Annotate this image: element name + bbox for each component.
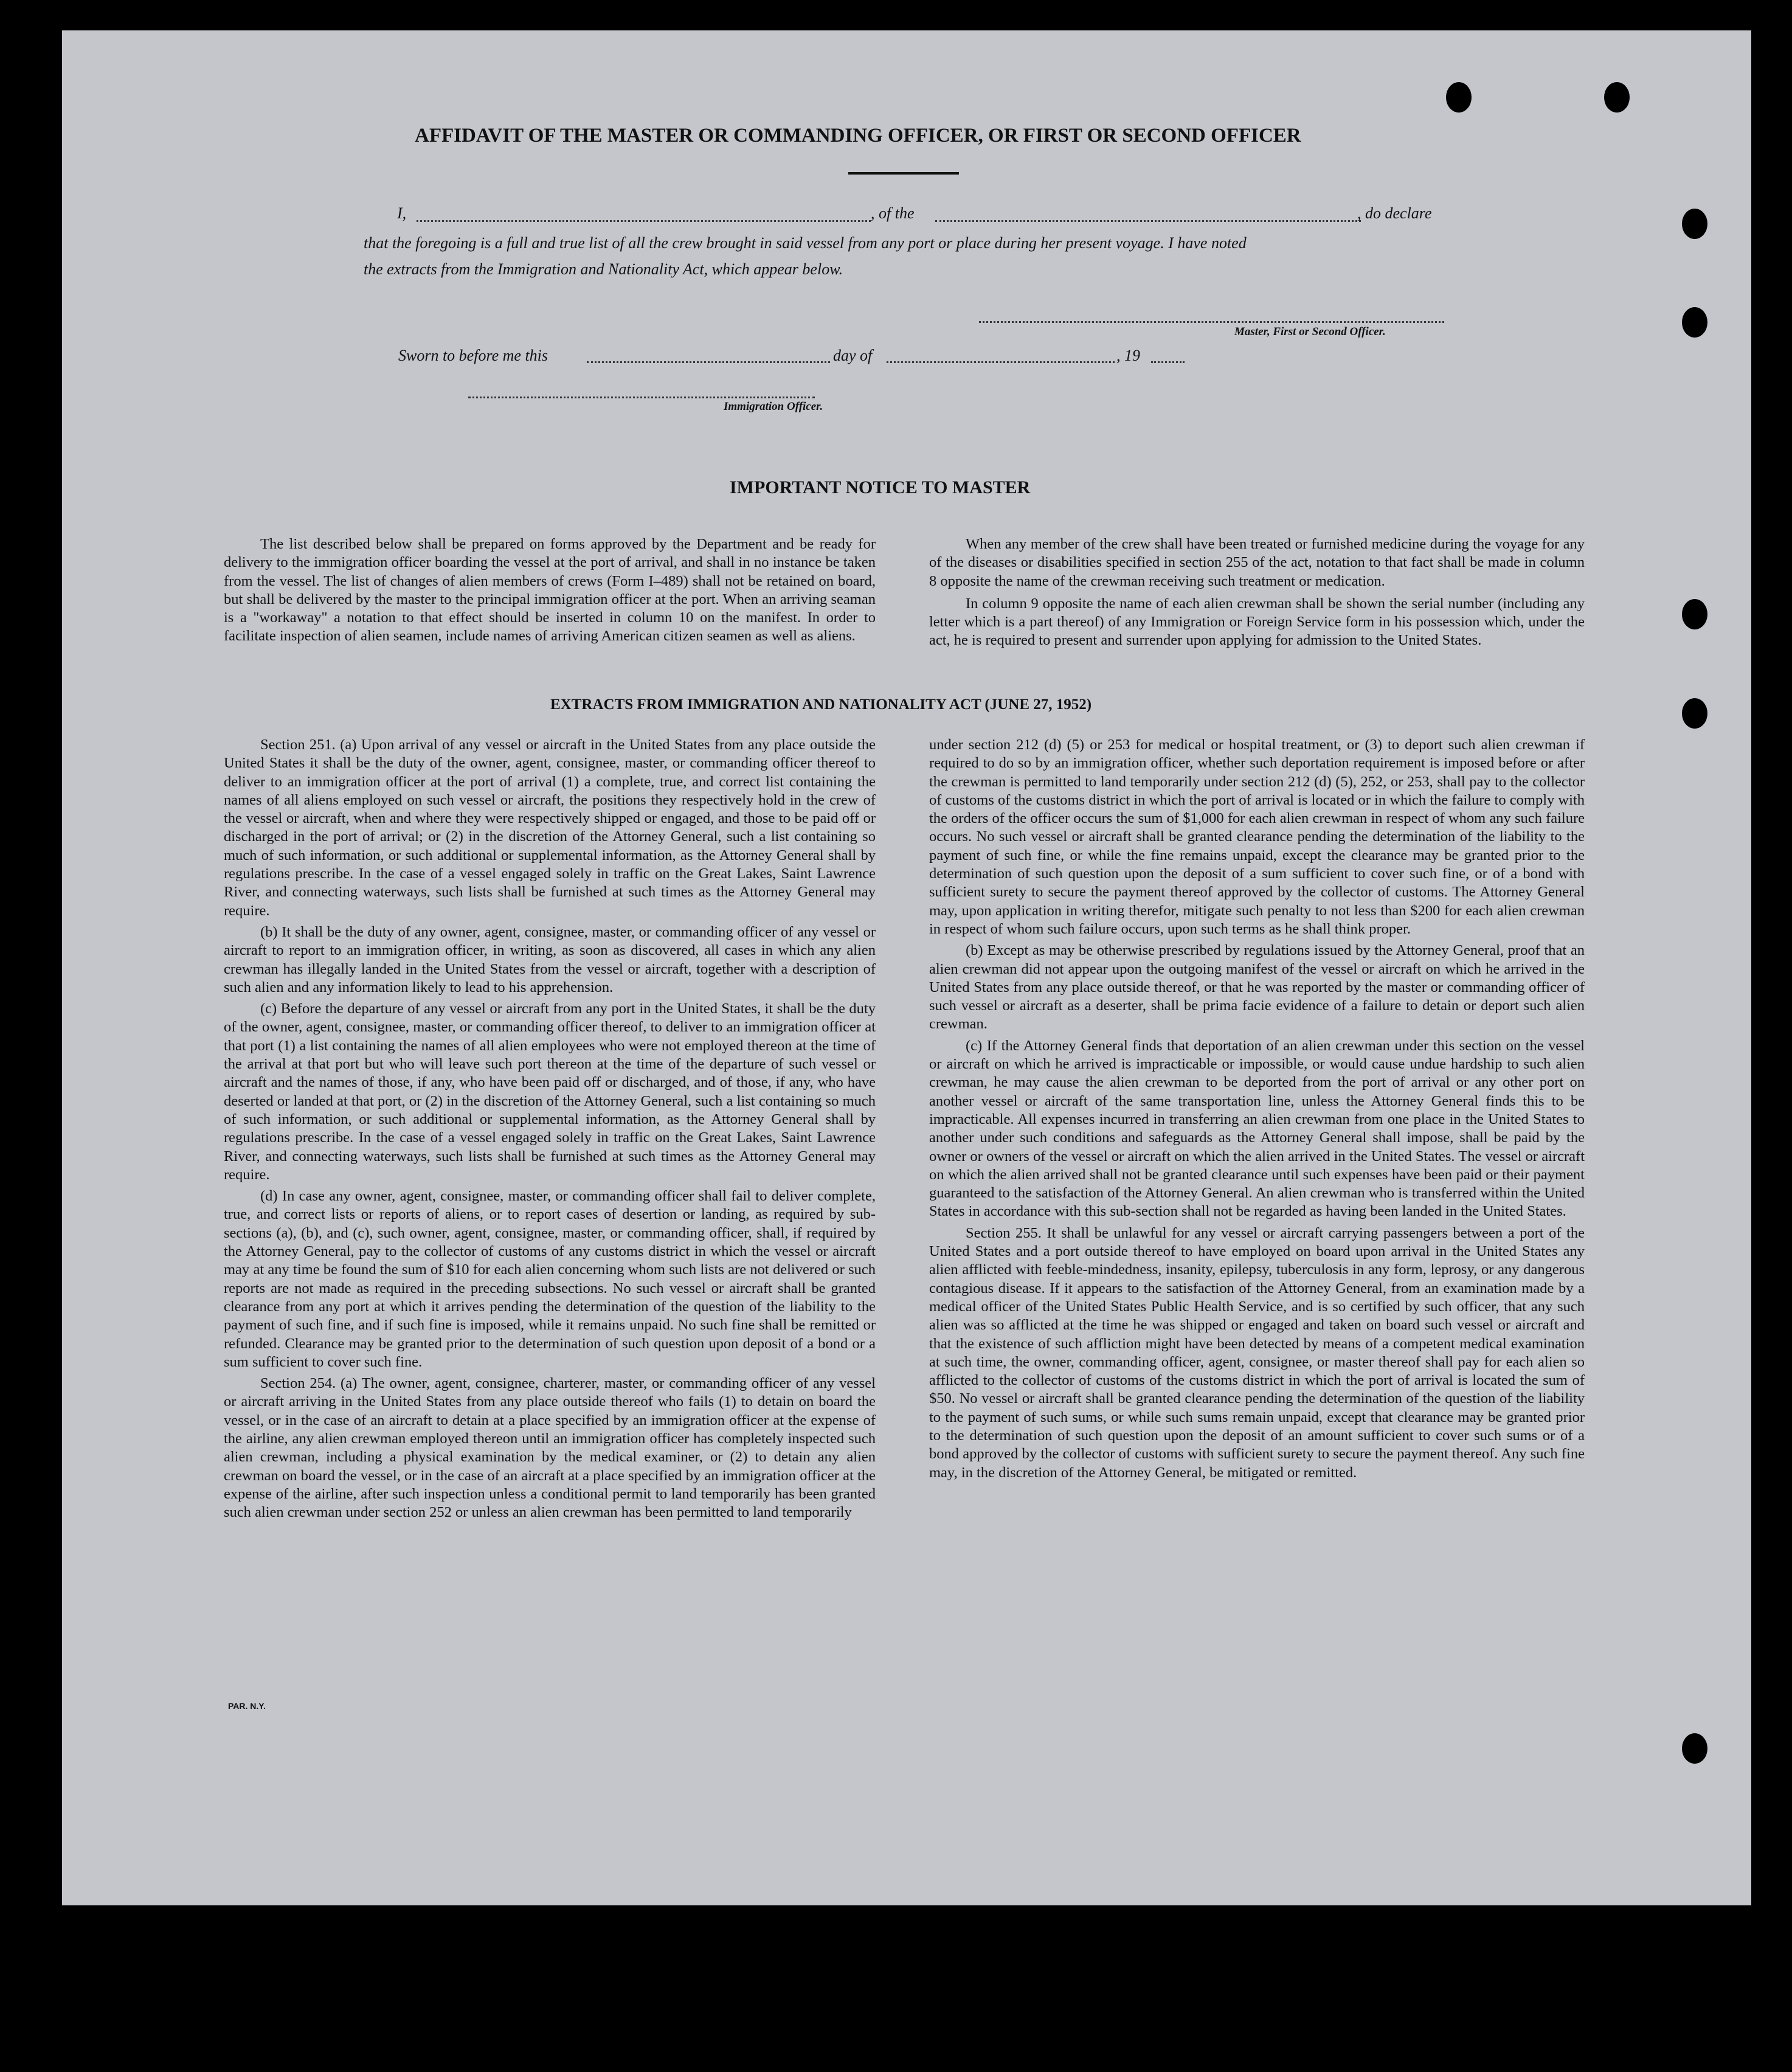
affidavit-statement-line: the extracts from the Immigration and Nationality Act, which appear below.	[364, 260, 843, 278]
of-the-label: , of the	[871, 204, 915, 222]
notice-paragraph: When any member of the crew shall have been treated or furnished medicine during the voyage for any of the diseases or disabilities specified in section 255 of the act, notation to that fact shall be made in column 8 opposite the name of the crewman receiving such treatment or medication.	[929, 536, 1585, 589]
affidavit-statement-line: that the foregoing is a full and true list of all the crew brought in said vessel from any port or place during her present voyage. I have noted	[364, 234, 1247, 252]
section-paragraph: Section 255. It shall be unlawful for any vessel or aircraft carrying passengers between a port of the United States and a port outside thereof to have employed on board upon arrival in the United States any alien afflicted with feeble-mindedness, insanity, epilepsy, tuberculosis in any form, leprosy, or any dangerous contagious disease. If it appears to the satisfaction of the Attorney General, from an examination made by a medical officer of the United States Public Health Service, and is so certified by such officer, that any such alien was so afflicted at the time he was shipped or engaged and taken on board such vessel or aircraft and that the existence of such affliction might have been detected by means of a competent medical examination at such time, the owner, commanding officer, agent, consignee, or master thereof shall pay for each alien so afflicted to the collector of customs of the customs district in which the port of arrival is located the sum of $50. No vessel or aircraft shall be granted clearance pending the determination of the question of the liability to the payment of such sums, or while such sums remain unpaid, except that clearance may be granted prior to the determination of such question upon the deposit of an amount sufficient to cover such sums or of a bond approved by the collector of customs with sufficient surety to secure the payment thereof. Any such fine may, in the discretion of the Attorney General, be mitigated or remitted.	[929, 1224, 1585, 1481]
section-paragraph: (c) If the Attorney General finds that deportation of an alien crewman under this section on the vessel or aircraft on which he arrived is impracticable or impossible, or would cause undue hardship to such alien crewman, he may cause the alien crewman to be deported from the port of arrival or any other port on another vessel or aircraft of the same transportation line, unless the Attorney General finds this to be impracticable. All expenses incurred in transferring an alien crewman from one place in the United States to another under such conditions and safeguards as the Attorney General shall impose, shall be paid by the owner or owners of the vessel or aircraft on which the alien arrived in the United States. The vessel or aircraft on which the alien arrived shall not be granted clearance until such expenses have been paid or their payment guaranteed to the satisfaction of the Attorney General. An alien crewman who is transferred within the United States in accordance with this sub-section shall not be regarded as having been landed in the United States.	[929, 1037, 1585, 1220]
year-blank[interactable]	[1151, 361, 1185, 363]
immigration-officer-label: Immigration Officer.	[724, 400, 823, 413]
notice-left-column	[224, 535, 876, 646]
sworn-month-blank[interactable]	[887, 361, 1115, 363]
extracts-right-column	[929, 736, 1585, 1482]
binder-hole	[1682, 698, 1707, 729]
vessel-blank[interactable]	[935, 220, 1361, 222]
sworn-day-blank[interactable]	[587, 361, 830, 363]
day-of-label: day of	[833, 347, 873, 364]
binder-hole	[1682, 1733, 1707, 1764]
notice-paragraph: The list described below shall be prepared on forms approved by the Department and be ready for delivery to the immigration officer boarding the vessel at the port of arrival, and shall in no instance be taken from the vessel. The list of changes of alien members of crews (Form I–489) shall not be retained on board, but shall be delivered by the master to the principal immigration officer at the port. When an arriving seaman is a "workaway" a notation to that effect should be inserted in column 10 on the manifest. In order to facilitate inspection of alien seamen, include names of arriving American citizen seamen as well as aliens.	[224, 536, 876, 645]
binder-hole	[1682, 599, 1707, 629]
officer-signature-blank[interactable]	[468, 397, 815, 398]
extracts-title: EXTRACTS FROM IMMIGRATION AND NATIONALITY ACT (JUNE 27, 1952)	[550, 696, 1092, 713]
notice-title: IMPORTANT NOTICE TO MASTER	[730, 477, 1031, 497]
extracts-left-column	[224, 736, 876, 1522]
affidavit-title: AFFIDAVIT OF THE MASTER OR COMMANDING OFFICER, OR FIRST OR SECOND OFFICER	[415, 125, 1301, 147]
section-paragraph: (c) Before the departure of any vessel or aircraft from any port in the United States, it shall be the duty of the owner, agent, consignee, master, or commanding officer thereof, to deliver to an immigration officer at that port (1) a list containing the names of all alien employees who were not employed thereon at the time of the arrival at that port but who will leave such port thereon at the time of the departure of such vessel or aircraft and the names of those, if any, who have been paid off or discharged, and of those, if any, who have deserted or landed at that port, or (2) in the discretion of the Attorney General, such a list containing so much of such information, or such additional or supplemental information, as the Attorney General shall by regulations prescribe. In the case of a vessel engaged solely in traffic on the Great Lakes, Saint Lawrence River, and connecting waterways, such lists shall be furnished at such times as the Attorney General may require.	[224, 1000, 876, 1183]
master-signature-label: Master, First or Second Officer.	[1234, 325, 1386, 338]
title-rule	[848, 172, 959, 175]
section-paragraph: under section 212 (d) (5) or 253 for medical or hospital treatment, or (3) to deport such alien crewman if required to do so by an immigration officer, whether such deportation requirement is imposed before or after the crewman is permitted to land temporarily under section 212 (d) (5), 252, or 253, shall pay to the collector of customs of the customs district in which the port of arrival is located or in which the failure to comply with the orders of the officer occurs the sum of $1,000 for each alien crewman in respect of whom any such failure occurs. No such vessel or aircraft shall be granted clearance pending the determination of the liability to the payment of such fine, or while the fine remains unpaid, except the clearance may be granted prior to the determination of such question upon the deposit of a sum sufficient to cover such fine, or of a bond with sufficient surety to secure the payment thereof approved by the collector of customs. The Attorney General may, upon application in writing therefor, mitigate such penalty to not less than $200 for each alien crewman in respect of whom such failure occurs, upon such terms as he shall think proper.	[929, 736, 1585, 937]
notice-right-column	[929, 535, 1585, 650]
binder-hole	[1604, 82, 1630, 113]
section-paragraph: (b) Except as may be otherwise prescribed by regulations issued by the Attorney General, proof that an alien crewman did not appear upon the outgoing manifest of the vessel or aircraft on which he arrived in the United States from any place outside thereof, or that he was reported by the master or commanding officer of such vessel or aircraft as a deserter, shall be prima facie evidence of a failure to detain or deport such alien crewman.	[929, 942, 1585, 1033]
notice-paragraph: In column 9 opposite the name of each alien crewman shall be shown the serial number (including any letter which is a part thereof) of any Immigration or Foreign Service form in his possession which, under the act, he is required to present and surrender upon applying for admission to the United States.	[929, 595, 1585, 649]
binder-hole	[1682, 307, 1707, 338]
year-label: , 19	[1116, 347, 1140, 364]
section-paragraph: (d) In case any owner, agent, consignee, master, or commanding officer shall fail to deliver complete, true, and correct lists or reports of aliens, or to report cases of desertion or landing, as required by sub-sections (a), (b), and (c), such owner, agent, consignee, master, or commanding officer, shall, if required by the Attorney General, pay to the collector of customs of any customs district in which the vessel or aircraft may at any time be found the sum of $10 for each alien concerning whom such lists are not delivered or such reports are not made as required in the preceding subsections. No such vessel or aircraft shall be granted clearance from any port at which it arrives pending the determination of the question of the liability to the payment of such fine, and if such fine is imposed, while it remains unpaid. No such fine shall be remitted or refunded. Clearance may be granted prior to the determination of such question upon deposit of a bond or a sum sufficient to cover such fine.	[224, 1188, 876, 1370]
affidavit-i-label: I,	[397, 204, 407, 222]
binder-hole	[1682, 209, 1707, 239]
sworn-label: Sworn to before me this	[398, 347, 548, 364]
name-blank[interactable]	[417, 220, 871, 222]
section-paragraph: Section 251. (a) Upon arrival of any vessel or aircraft in the United States from any place outside the United States it shall be the duty of the owner, agent, consignee, master, or commanding officer thereof to deliver to an immigration officer at the port of arrival (1) a complete, true, and correct list containing the names of all aliens employed on such vessel or aircraft, the positions they respectively hold in the crew of the vessel or aircraft, when and where they were respectively shipped or engaged, and those to be paid off or discharged in the port of arrival; or (2) in the discretion of the Attorney General, such a list containing so much of such information, or such additional or supplemental information, as the Attorney General shall by regulations prescribe. In the case of a vessel engaged solely in traffic on the Great Lakes, Saint Lawrence River, and connecting waterways, such lists shall be furnished at such times as the Attorney General may require.	[224, 736, 876, 919]
printer-mark: PAR. N.Y.	[228, 1701, 266, 1711]
section-paragraph: Section 254. (a) The owner, agent, consignee, charterer, master, or commanding officer of any vessel or aircraft arriving in the United States from any place outside thereof who fails (1) to detain on board the vessel, or in the case of an aircraft to detain at a place specified by an immigration officer at the expense of the airline, any alien crewman employed thereon until an immigration officer has completely inspected such alien crewman, including a physical examination by the medical examiner, or (2) to detain any alien crewman on board the vessel, or in the case of an aircraft at a place specified by an immigration officer at the expense of the airline, after such inspection unless a conditional permit to land temporarily has been granted such alien crewman under section 252 or unless an alien crewman has been permitted to land temporarily	[224, 1375, 876, 1521]
master-signature-blank[interactable]	[979, 321, 1444, 323]
section-paragraph: (b) It shall be the duty of any owner, agent, consignee, master, or commanding officer of any vessel or aircraft to report to an immigration officer, in writing, as soon as discovered, all cases in which any alien crewman has illegally landed in the United States from the vessel or aircraft, together with a description of such alien and any information likely to lead to his apprehension.	[224, 923, 876, 996]
binder-hole	[1446, 82, 1472, 113]
do-declare-label: , do declare	[1357, 204, 1432, 222]
